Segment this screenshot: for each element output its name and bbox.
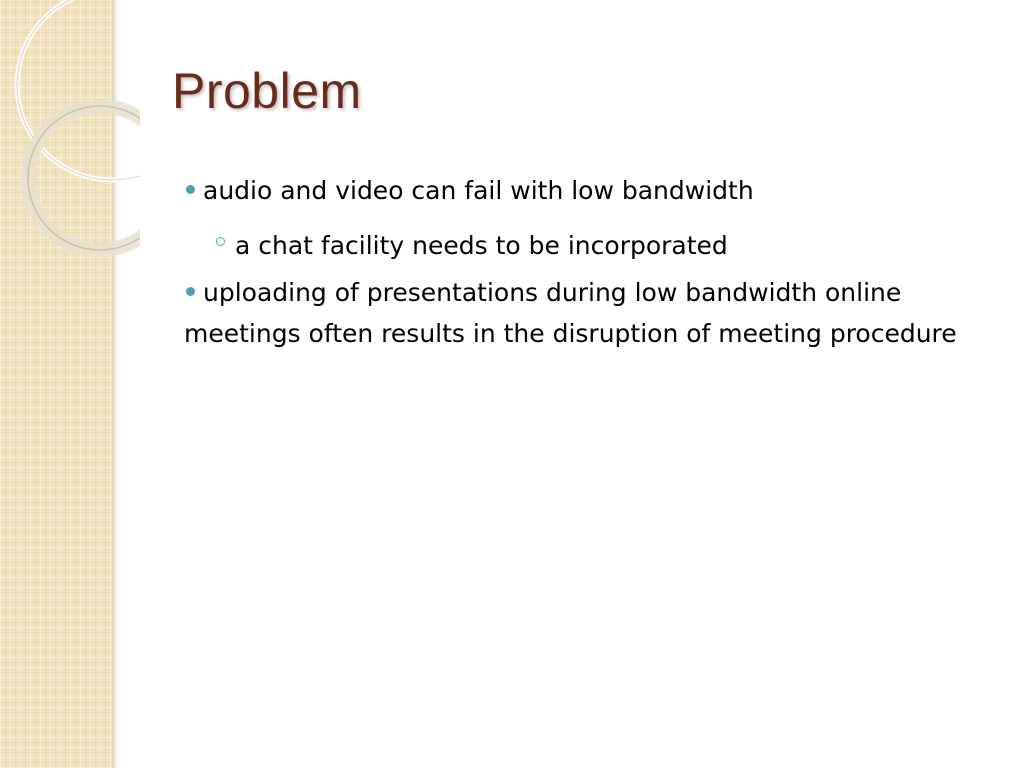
decorative-rings-graphic (0, 0, 140, 260)
slide-content (184, 170, 994, 354)
bullet-dot-icon (186, 185, 195, 194)
slide-title: Problem (172, 63, 362, 119)
sub-bullet-item (216, 225, 994, 266)
bullet-text: audio and video can fail with low bandwidth (203, 176, 754, 205)
bullet-dot-icon (186, 287, 195, 296)
bullet-text: uploading of presentations during low bandwidth online meetings often results in the disruption of meeting procedure (184, 278, 957, 348)
bullet-item (184, 272, 994, 354)
bullet-item (184, 170, 994, 211)
sub-bullet-text: a chat facility needs to be incorporated (235, 231, 728, 260)
sub-bullet-ring-icon (216, 237, 225, 246)
